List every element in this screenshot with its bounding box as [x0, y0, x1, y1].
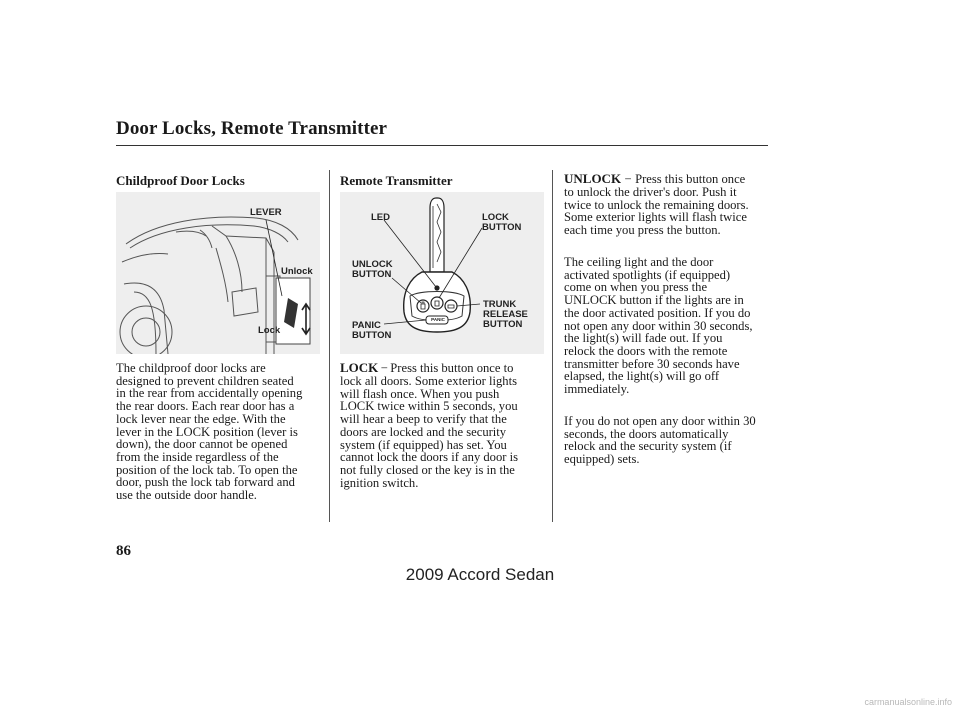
figure-label-panic-button: PANIC BUTTON: [352, 320, 392, 341]
panic-key-text: PANIC: [431, 317, 445, 322]
figure-label-led: LED: [371, 212, 390, 223]
footer-model: 2009 Accord Sedan: [405, 565, 555, 584]
watermark: carmanualsonline.info: [864, 697, 952, 707]
title-rule: [116, 145, 768, 146]
unlock-term: UNLOCK: [564, 171, 622, 186]
figure-label-lock: Lock: [258, 325, 281, 336]
unlock-dash: −: [624, 172, 632, 186]
unlock-first-line: [564, 173, 774, 186]
lock-first-line: [340, 362, 552, 375]
remote-transmitter-figure: [340, 192, 544, 354]
unlock-body: to unlock the driver's door. Push it twice to unlock the remaining doors. Some exterior lights will flash twice each time you press the button.: [564, 185, 749, 238]
childproof-body: The childproof door locks are designed to prevent children seated in the rear from accidentally opening the rear doors. Each rear door has a lock lever near the edge. With the lever in the LOCK position (lever is down), the door cannot be opened from the inside regardless of the position of the lock tab. To open the door, push the lock tab forward and use the outside door handle.: [116, 361, 303, 503]
figure-label-trunk-release-button: TRUNK RELEASE BUTTON: [483, 299, 528, 330]
column-divider-2: [552, 170, 553, 522]
childproof-heading: Childproof Door Locks: [116, 173, 245, 188]
column-divider-1: [329, 170, 330, 522]
lock-first-line-text: Press this button once to: [390, 361, 514, 375]
ceiling-light-paragraph: The ceiling light and the door activated spotlights (if equipped) come on when you press the UNLOCK button if the lights are in the door activated position. If you do not open any door within 30 seconds, the light(s) will fade out. If you relock the doors with the remote transmitter before 30 seconds have elapsed, the light(s) will go off immediately.: [564, 255, 753, 397]
lock-term: LOCK: [340, 360, 379, 375]
page-title: Door Locks, Remote Transmitter: [116, 118, 388, 139]
figure-label-unlock-button: UNLOCK BUTTON: [352, 259, 393, 280]
auto-relock-paragraph: If you do not open any door within 30 seconds, the doors automatically relock and the security system (if equipped) sets.: [564, 414, 756, 467]
unlock-first-line-text: Press this button once: [635, 172, 746, 186]
page-number: 86: [116, 543, 131, 559]
lock-dash: −: [380, 361, 388, 375]
childproof-lock-figure: [116, 192, 320, 354]
remote-transmitter-heading: Remote Transmitter: [340, 173, 453, 188]
figure-label-lock-button: LOCK BUTTON: [482, 212, 522, 233]
lock-body: lock all doors. Some exterior lights will flash once. When you push LOCK twice within 5 seconds, you will hear a beep to verify that the doors are locked and the security system (if equipped) has set. You cannot lock the doors if any door is not fully closed or the key is in the ignition switch.: [340, 374, 519, 490]
figure-label-unlock: Unlock: [281, 266, 313, 277]
figure-label-lever: LEVER: [250, 207, 282, 218]
